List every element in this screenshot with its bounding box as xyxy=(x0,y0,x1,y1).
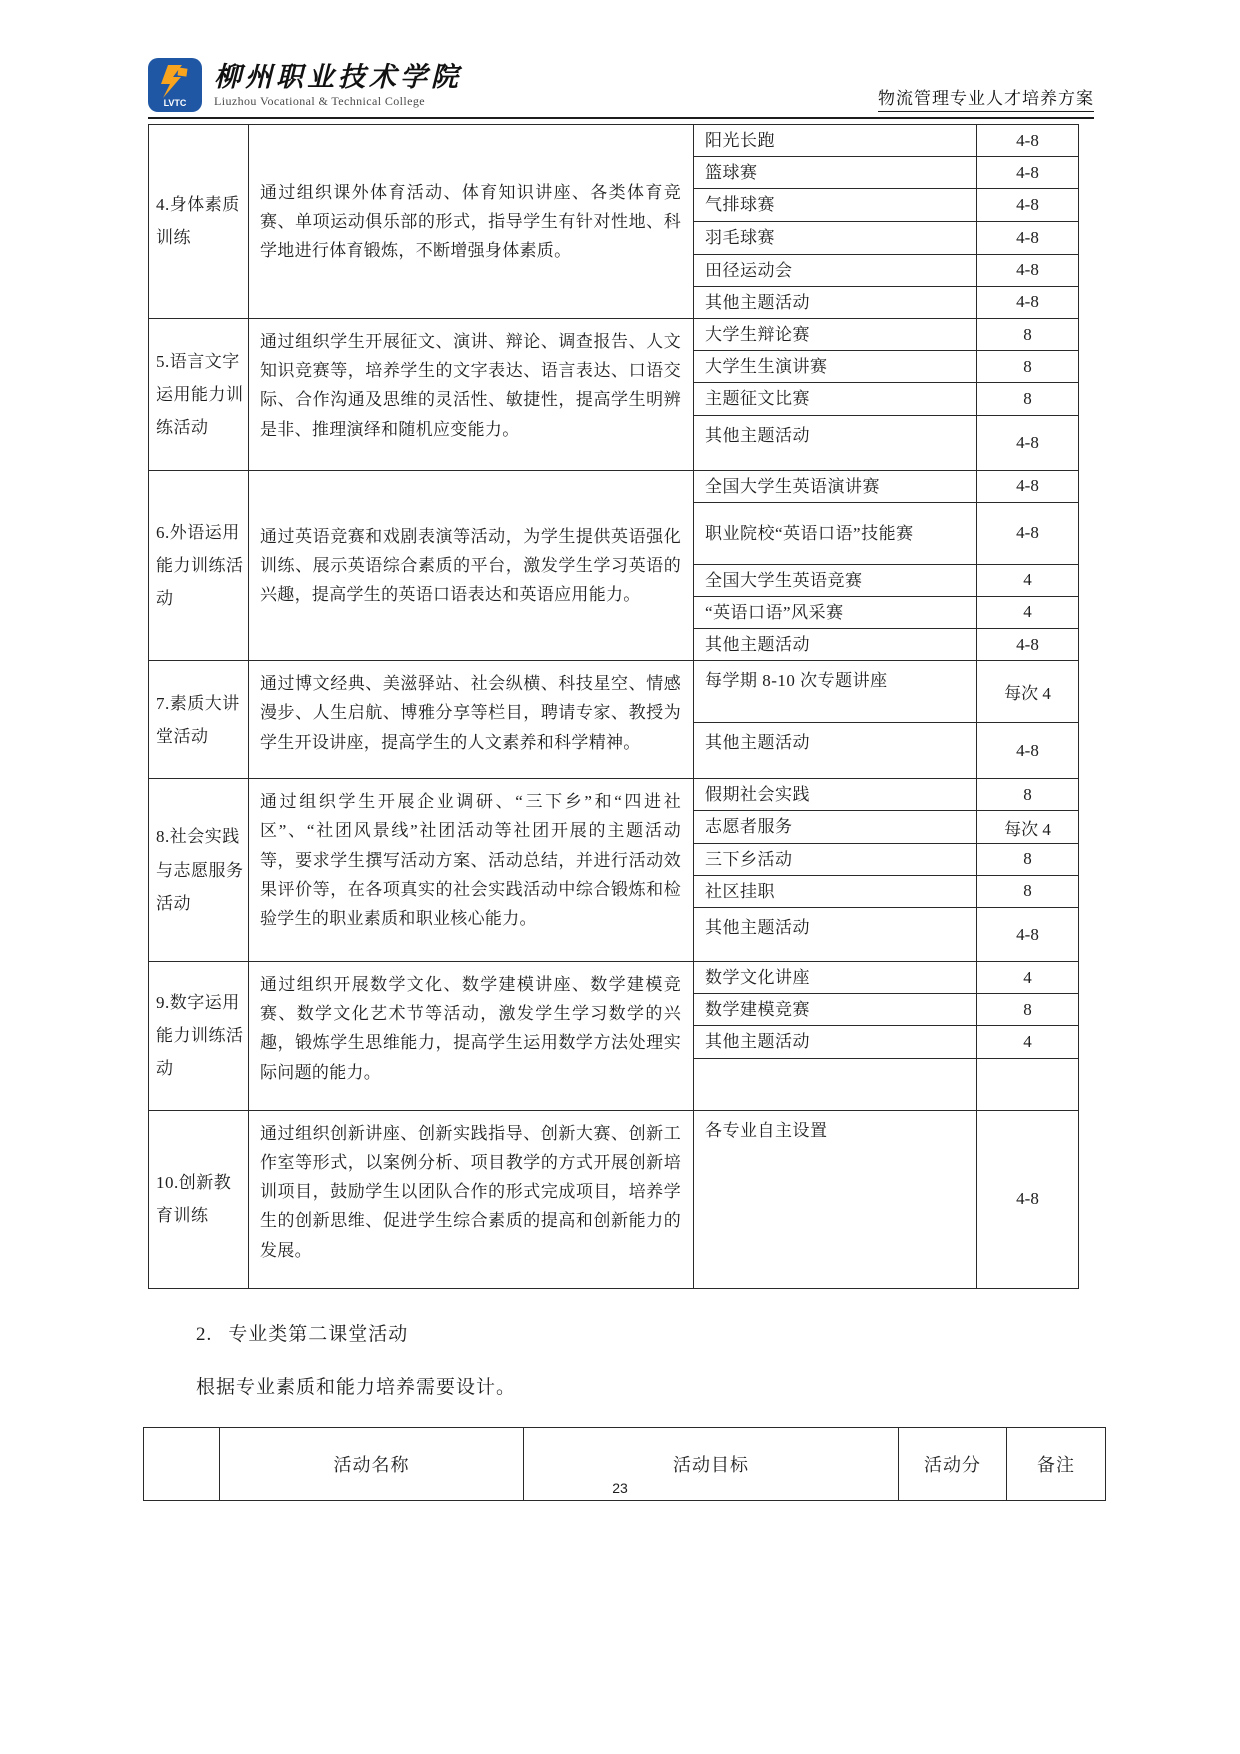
activity-cell: 全国大学生英语演讲赛 xyxy=(694,470,977,502)
score-cell: 4-8 xyxy=(977,189,1079,221)
score-cell: 4-8 xyxy=(977,221,1079,254)
activity-cell: 田径运动会 xyxy=(694,254,977,286)
school-names xyxy=(214,63,462,108)
activity-cell: 气排球赛 xyxy=(694,189,977,221)
score-cell: 4 xyxy=(977,564,1079,596)
document-title: 物流管理专业人才培养方案 xyxy=(878,84,1094,112)
description-cell: 通过组织创新讲座、创新实践指导、创新大赛、创新工作室等形式，以案例分析、项目教学的方式开展创新培训项目，鼓励学生以团队合作的形式完成项目，培养学生的创新思维、促进学生综合素质的提高和创新能力的发展。 xyxy=(249,1110,694,1288)
score-cell: 8 xyxy=(977,843,1079,875)
score-cell: 4-8 xyxy=(977,723,1079,779)
table-row xyxy=(149,661,1079,723)
table-row xyxy=(149,962,1079,994)
school-name-en: Liuzhou Vocational & Technical College xyxy=(214,93,425,108)
activity-cell: 假期社会实践 xyxy=(694,779,977,811)
header-cell-activity-score: 活动分 xyxy=(899,1427,1007,1500)
description-cell: 通过英语竞赛和戏剧表演等活动，为学生提供英语强化训练、展示英语综合素质的平台，激发学生学习英语的兴趣，提高学生的英语口语表达和英语应用能力。 xyxy=(249,470,694,661)
score-cell: 4-8 xyxy=(977,125,1079,157)
activity-cell: 篮球赛 xyxy=(694,157,977,189)
activity-cell: 各专业自主设置 xyxy=(694,1110,977,1288)
page-header xyxy=(148,58,1094,119)
table-row xyxy=(149,125,1079,157)
header-cell-activity-goal: 活动目标 xyxy=(524,1427,899,1500)
table-row xyxy=(149,318,1079,350)
score-cell: 每次 4 xyxy=(977,811,1079,843)
school-brand xyxy=(148,58,462,112)
activity-cell: 阳光长跑 xyxy=(694,125,977,157)
lvtc-logo-icon xyxy=(148,58,202,112)
score-cell xyxy=(977,1058,1079,1110)
category-cell: 8.社会实践与志愿服务活动 xyxy=(149,779,249,962)
activity-cell: 三下乡活动 xyxy=(694,843,977,875)
description-cell: 通过博文经典、美滋驿站、社会纵横、科技星空、情感漫步、人生启航、博雅分享等栏目，聘请专家、教授为学生开设讲座，提高学生的人文素养和科学精神。 xyxy=(249,661,694,779)
category-cell: 4.身体素质训练 xyxy=(149,125,249,319)
activity-cell: 每学期 8-10 次专题讲座 xyxy=(694,661,977,723)
activity-cell: “英语口语”风采赛 xyxy=(694,596,977,628)
description-cell: 通过组织学生开展企业调研、“三下乡”和“四进社区”、“社团风景线”社团活动等社团开展的主题活动等，要求学生撰写活动方案、活动总结，并进行活动效果评价等，在各项真实的社会实践活动中综合锻炼和检验学生的职业素质和职业核心能力。 xyxy=(249,779,694,962)
activity-cell: 大学生生演讲赛 xyxy=(694,351,977,383)
score-cell: 4-8 xyxy=(977,470,1079,502)
score-cell: 4-8 xyxy=(977,157,1079,189)
score-cell: 4-8 xyxy=(977,286,1079,318)
score-cell: 8 xyxy=(977,318,1079,350)
category-cell: 5.语言文字运用能力训练活动 xyxy=(149,318,249,470)
heading-text: 专业类第二课堂活动 xyxy=(228,1323,409,1345)
score-cell: 4-8 xyxy=(977,908,1079,962)
header-cell-remarks: 备注 xyxy=(1007,1427,1106,1500)
activity-cell xyxy=(694,1058,977,1110)
score-cell: 8 xyxy=(977,994,1079,1026)
score-cell: 4 xyxy=(977,1026,1079,1058)
activity-cell: 羽毛球赛 xyxy=(694,221,977,254)
activity-cell: 其他主题活动 xyxy=(694,723,977,779)
activity-cell: 全国大学生英语竞赛 xyxy=(694,564,977,596)
score-cell: 4 xyxy=(977,962,1079,994)
score-cell: 4-8 xyxy=(977,415,1079,470)
category-cell: 6.外语运用能力训练活动 xyxy=(149,470,249,661)
activity-cell: 社区挂职 xyxy=(694,875,977,907)
activity-cell: 志愿者服务 xyxy=(694,811,977,843)
score-cell: 4-8 xyxy=(977,254,1079,286)
table-row xyxy=(149,470,1079,502)
table-row xyxy=(149,1110,1079,1288)
category-cell: 7.素质大讲堂活动 xyxy=(149,661,249,779)
table-row xyxy=(149,779,1079,811)
score-cell: 8 xyxy=(977,351,1079,383)
score-cell: 4-8 xyxy=(977,1110,1079,1288)
page-number: 23 xyxy=(612,1480,628,1496)
score-cell: 8 xyxy=(977,875,1079,907)
category-cell: 10.创新教育训练 xyxy=(149,1110,249,1288)
description-cell: 通过组织课外体育活动、体育知识讲座、各类体育竞赛、单项运动俱乐部的形式，指导学生有针对性地、科学地进行体育锻炼，不断增强身体素质。 xyxy=(249,125,694,319)
header-cell-activity-name: 活动名称 xyxy=(220,1427,524,1500)
description-cell: 通过组织开展数学文化、数学建模讲座、数学建模竞赛、数学文化艺术节等活动，激发学生学习数学的兴趣，锻炼学生思维能力，提高学生运用数学方法处理实际问题的能力。 xyxy=(249,962,694,1111)
activity-cell: 主题征文比赛 xyxy=(694,383,977,415)
activity-cell: 其他主题活动 xyxy=(694,629,977,661)
section-paragraph: 根据专业素质和能力培养需要设计。 xyxy=(196,1376,517,1398)
activity-cell: 大学生辩论赛 xyxy=(694,318,977,350)
activity-cell: 数学建模竞赛 xyxy=(694,994,977,1026)
logo-abbr-text: LVTC xyxy=(163,98,187,108)
activity-cell: 职业院校“英语口语”技能赛 xyxy=(694,502,977,564)
score-cell: 每次 4 xyxy=(977,661,1079,723)
score-cell: 8 xyxy=(977,779,1079,811)
score-cell: 4-8 xyxy=(977,629,1079,661)
activity-cell: 数学文化讲座 xyxy=(694,962,977,994)
score-cell: 4-8 xyxy=(977,502,1079,564)
activity-cell: 其他主题活动 xyxy=(694,1026,977,1058)
heading-number: 2. xyxy=(196,1323,213,1345)
activity-cell: 其他主题活动 xyxy=(694,908,977,962)
activity-cell: 其他主题活动 xyxy=(694,415,977,470)
category-cell: 9.数字运用能力训练活动 xyxy=(149,962,249,1111)
description-cell: 通过组织学生开展征文、演讲、辩论、调查报告、人文知识竞赛等，培养学生的文字表达、语言表达、口语交际、合作沟通及思维的灵活性、敏捷性，提高学生明辨是非、推理演绎和随机应变能力。 xyxy=(249,318,694,470)
school-name-zh: 柳州职业技术学院 xyxy=(214,61,462,92)
second-classroom-activities-table xyxy=(148,124,1079,1289)
score-cell: 8 xyxy=(977,383,1079,415)
activity-cell: 其他主题活动 xyxy=(694,286,977,318)
score-cell: 4 xyxy=(977,596,1079,628)
section-heading xyxy=(196,1319,1094,1346)
